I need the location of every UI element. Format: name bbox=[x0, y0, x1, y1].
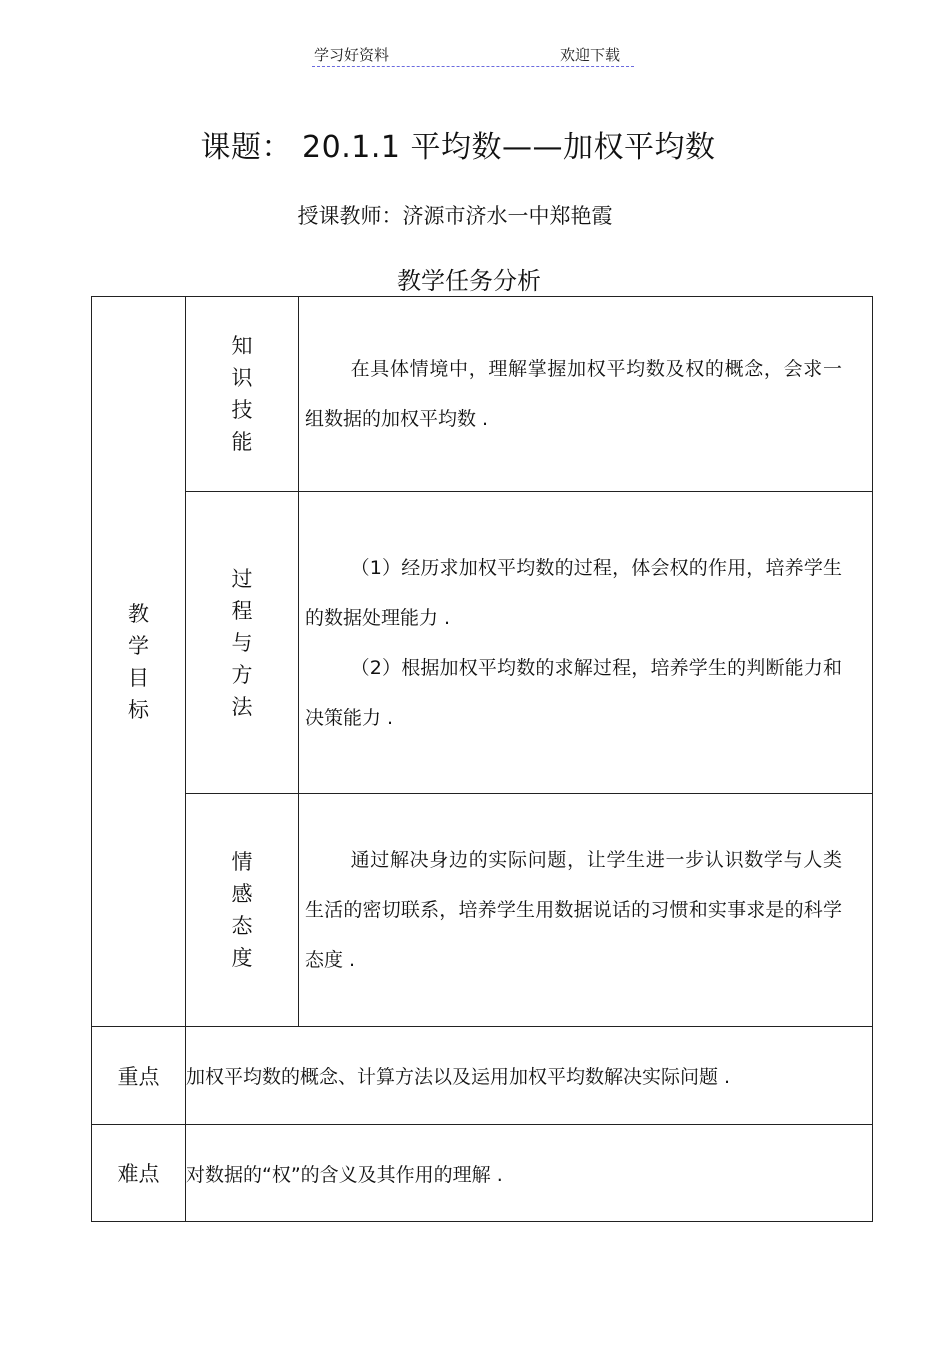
knowledge-text: 在具体情境中，理解掌握加权平均数及权的概念，会求一组数据的加权平均数 . bbox=[305, 358, 842, 430]
table-row-difficulty bbox=[92, 1125, 873, 1222]
row-content-cell bbox=[299, 794, 873, 1027]
header-right-text: 欢迎下载 bbox=[560, 46, 621, 64]
process-text-1: （1）经历求加权平均数的过程，体会权的作用，培养学生的数据处理能力 . bbox=[305, 556, 842, 629]
row-content-cell bbox=[299, 297, 873, 492]
key-text: 加权平均数的概念、计算方法以及运用加权平均数解决实际问题 . bbox=[186, 1027, 873, 1125]
knowledge-label: 知识技能 bbox=[231, 334, 253, 454]
key-label: 重点 bbox=[92, 1027, 186, 1125]
process-text-2: （2）根据加权平均数的求解过程，培养学生的判断能力和决策能力 . bbox=[305, 656, 842, 729]
lesson-title: 课题： 20.1.1 平均数——加权平均数 bbox=[200, 130, 716, 165]
table-row-attitude bbox=[92, 794, 873, 1027]
row-content-cell bbox=[299, 492, 873, 794]
row-label-cell bbox=[186, 794, 299, 1027]
goals-cell bbox=[92, 297, 186, 1027]
attitude-text: 通过解决身边的实际问题，让学生进一步认识数学与人类生活的密切联系，培养学生用数据说话的习惯和实事求是的科学态度 . bbox=[305, 849, 842, 971]
attitude-label: 情感态度 bbox=[231, 850, 253, 970]
page-header bbox=[312, 42, 634, 67]
analysis-table bbox=[91, 296, 873, 1222]
process-label: 过程与方法 bbox=[231, 566, 253, 719]
row-label-cell bbox=[186, 492, 299, 794]
table-row-knowledge bbox=[92, 297, 873, 492]
difficulty-text: 对数据的“权”的含义及其作用的理解 . bbox=[186, 1125, 873, 1222]
table-row-process bbox=[92, 492, 873, 794]
section-title: 教学任务分析 bbox=[397, 267, 541, 295]
header-left-text: 学习好资料 bbox=[314, 46, 390, 64]
goals-label: 教学目标 bbox=[128, 601, 149, 722]
teacher-line: 授课教师：济源市济水一中郑艳霞 bbox=[297, 204, 613, 228]
table-row-key bbox=[92, 1027, 873, 1125]
row-label-cell bbox=[186, 297, 299, 492]
difficulty-label: 难点 bbox=[92, 1125, 186, 1222]
